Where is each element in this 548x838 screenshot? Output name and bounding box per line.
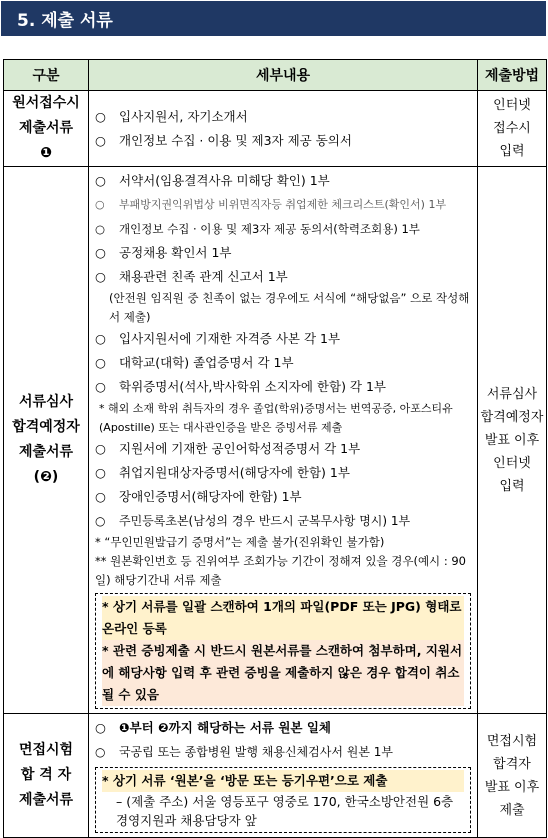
category-line: 서류심사 [18,394,74,410]
address-line: – (제출 주소) 서울 영등포구 영중로 170, 한국소방안전원 6층 경영지원과 채용담당자 앞 [116,794,454,828]
documents-table [3,59,547,838]
list-item: ○ 취업지원대상자증명서(해당자에 한함) 1부 [95,465,350,480]
category-line: 면접시험 [18,742,74,758]
category-line: 제출서류 [18,120,74,136]
section-title: 5. 제출 서류 [1,1,546,36]
list-item: ○ 지원서에 기재한 공인어학성적증명서 각 1부 [95,441,361,456]
method-line: 입력 [499,478,525,494]
category-line: 제출서류 [18,792,74,808]
category-line: 제출서류 [18,444,74,460]
method-line: 인터넷 [493,455,531,471]
notice-box [95,767,471,833]
category-line: 원서접수시 [12,95,80,111]
list-item: ○ 대학교(대학) 졸업증명서 각 1부 [95,355,294,370]
list-item: ○ 개인정보 수집 · 이용 및 제3자 제공 동의서(학력조회용) 1부 [95,222,420,236]
list-item: ○ 입사지원서에 기재한 자격증 사본 각 1부 [95,331,341,346]
table-header-row [4,60,547,91]
notice-line: * 관련 증빙제출 시 반드시 원본서류를 스캔하여 첨부하며, 지원서에 해당사항 입력 후 관련 증빙을 제출하지 않은 경우 합격이 취소될 수 있음 [102,640,464,706]
category-line: ❶ [40,145,52,161]
list-item: ○ 학위증명서(석사,박사학위 소지자에 한함) 각 1부 [95,379,386,394]
notice-line: * 상기 서류 ‘원본’을 ‘방문 또는 등기우편’으로 제출 [102,770,464,792]
list-item: ○ 국공립 또는 종합병원 발행 채용신체검사서 원본 1부 [95,745,393,759]
method-line: 접수시 [493,121,531,136]
details-cell [89,167,478,714]
table-row [4,167,547,714]
relative-note: (안전원 임직원 중 친족이 없는 경우에도 서식에 “해당없음” 으로 작성해서 제출) [109,291,470,324]
header-method: 제출방법 [478,60,547,91]
method-cell [478,167,547,714]
method-line: 합격자 [493,756,531,772]
method-line: 발표 이후 [484,432,540,448]
category-cell [4,167,89,714]
method-line: 발표 이후 [484,779,540,795]
method-line: 서류심사 [486,386,538,402]
method-line: 면접시험 [486,733,538,749]
details-cell [89,714,478,838]
list-item: ○ ❶부터 ❷까지 해당하는 서류 원본 일체 [95,720,331,735]
list-item: ○ 서약서(임용결격사유 미해당 확인) 1부 [95,173,330,188]
notice-box [95,593,471,709]
header-details: 세부내용 [89,60,478,91]
table-row [4,714,547,838]
method-line: 입력 [499,144,525,159]
method-line: 제출 [499,802,525,818]
method-cell [478,91,547,167]
category-line: 합격예정자 [12,419,80,435]
notice-line: * 상기 서류를 일괄 스캔하여 1개의 파일(PDF 또는 JPG) 형태로 온라인 등록 [102,596,464,640]
footnote: * “무인민원발급기 증명서”는 제출 불가(진위확인 불가함) [95,535,385,549]
degree-note: * 해외 소재 학위 취득자의 경우 졸업(학위)증명서는 번역공증, 아포스티유(Apostille) 또는 대사관인증을 받은 증빙서류 제출 [99,402,453,434]
list-item: ○ 부패방지권익위법상 비위면직자등 취업제한 체크리스트(확인서) 1부 [95,198,447,211]
category-line: (❷) [33,469,59,485]
category-line: 합 격 자 [20,767,72,783]
category-cell [4,91,89,167]
method-line: 합격예정자 [480,409,544,425]
category-cell [4,714,89,838]
list-item: ○ 공정채용 확인서 1부 [95,245,232,260]
list-item: ○ 개인정보 수집 · 이용 및 제3자 제공 동의서 [95,132,352,148]
details-cell [89,91,478,167]
footnote: ** 원본확인번호 등 진위여부 조회가능 기간이 정해져 있을 경우(예시 : 90일) 해당기간내 서류 제출 [95,554,466,587]
table-row [4,91,547,167]
method-cell [478,714,547,838]
header-category: 구분 [4,60,89,91]
list-item: ○ 장애인증명서(해당자에 한함) 1부 [95,489,302,504]
list-item: ○ 입사지원서, 자기소개서 [95,108,248,124]
list-item: ○ 주민등록초본(남성의 경우 반드시 군복무사항 명시) 1부 [95,514,411,528]
list-item: ○ 채용관련 친족 관계 신고서 1부 [95,269,288,284]
method-line: 인터넷 [493,98,531,113]
